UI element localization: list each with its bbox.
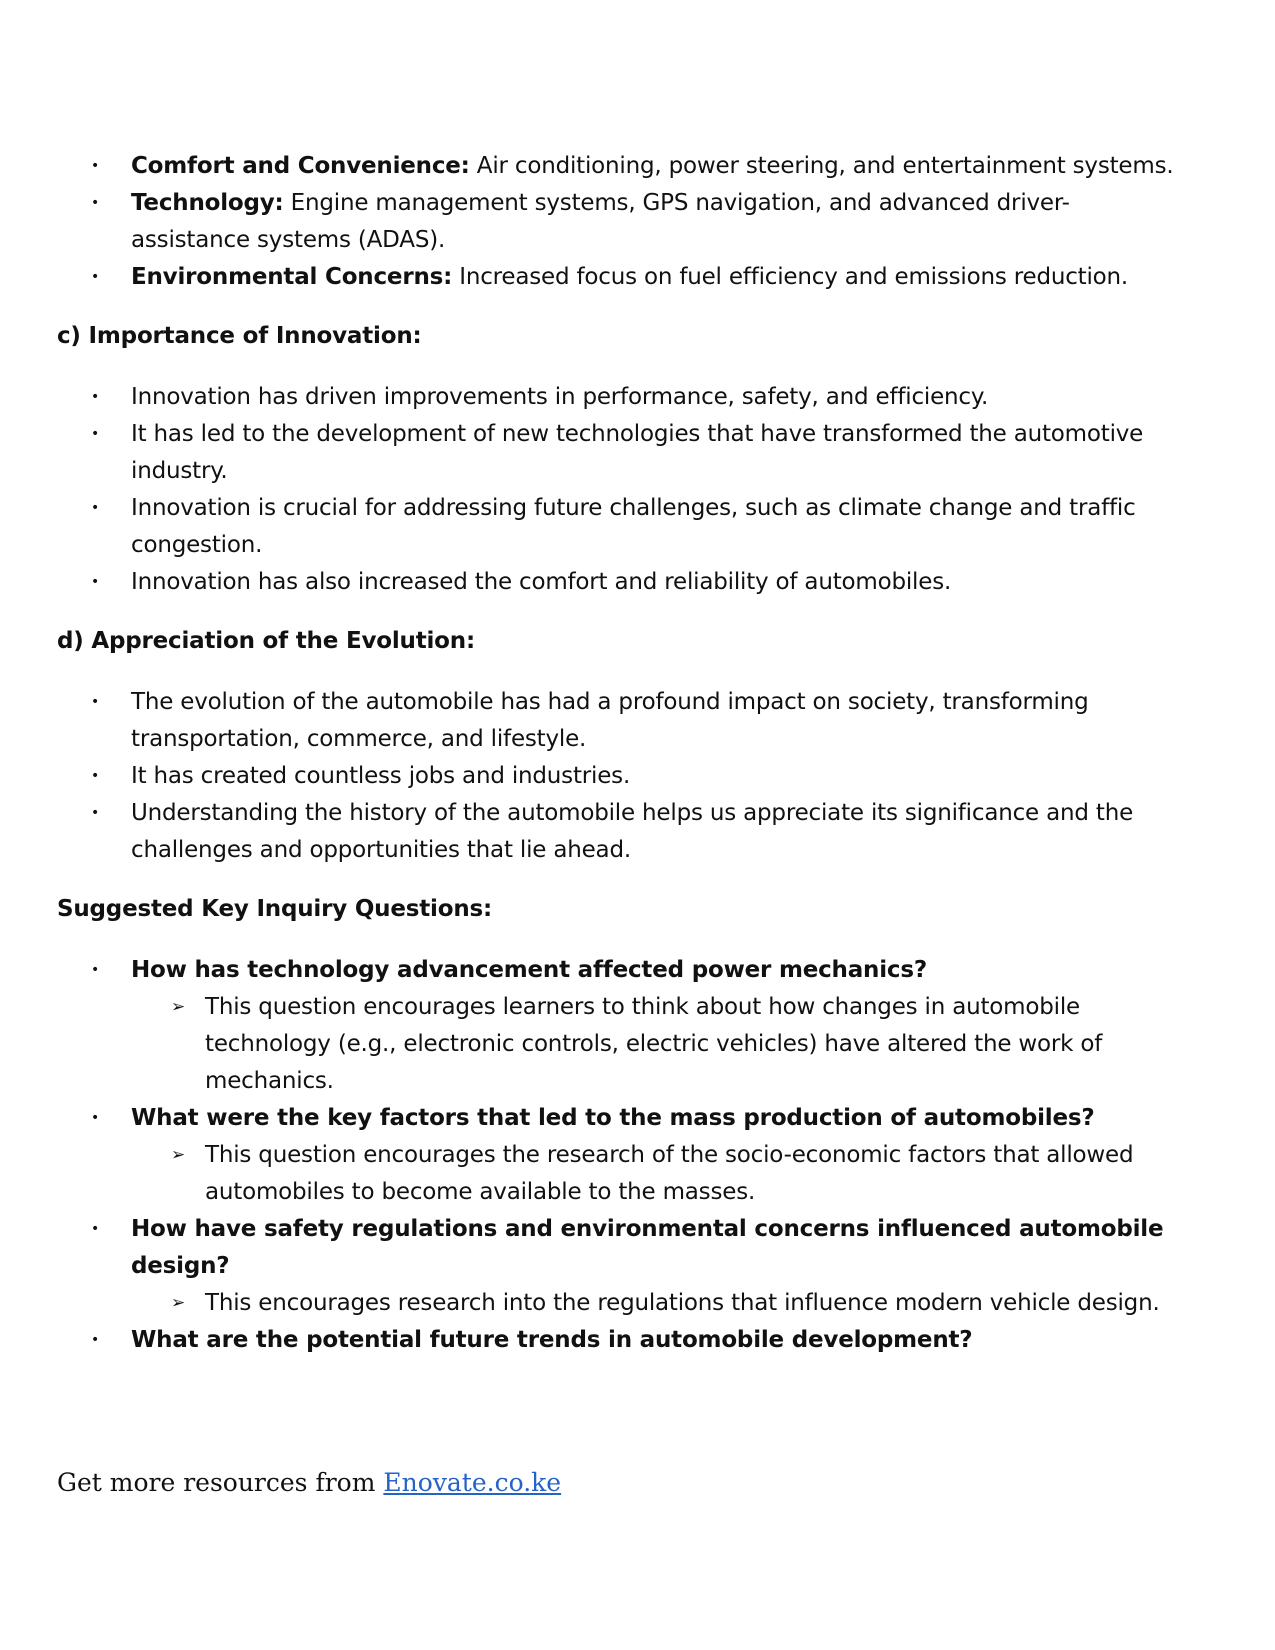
note-item [131,1285,1177,1322]
item-text: It has created countless jobs and industries. [131,763,631,789]
item-text: Air conditioning, power steering, and entertainment systems. [469,153,1174,179]
bullet-icon: • [91,195,100,211]
question-item [57,952,1177,1100]
list-item [57,490,1177,564]
item-term: Environmental Concerns: [131,264,453,290]
note-item [131,989,1177,1100]
bullet-icon: • [91,1221,100,1237]
bullet-icon: • [91,426,100,442]
section-c-heading: c) Importance of Innovation: [57,323,422,349]
list-item [57,379,1177,416]
item-text: Engine management systems, GPS navigation, and advanced driver-assistance systems (ADAS). [131,190,1070,253]
bullet-icon: • [91,500,100,516]
document-body [57,148,1177,1359]
question-text: What were the key factors that led to the mass production of automobiles? [131,1105,1095,1131]
item-term: Technology: [131,190,284,216]
arrow-bullet-icon: ➢ [171,1145,186,1165]
note-item [131,1137,1177,1211]
question-notes [131,1137,1177,1211]
list-item [57,758,1177,795]
item-text: Innovation is crucial for addressing future challenges, such as climate change and traffic congestion. [131,495,1136,558]
bullet-icon: • [91,574,100,590]
bullet-icon: • [91,158,100,174]
list-item [57,564,1177,601]
question-item [57,1322,1177,1359]
item-term: Comfort and Convenience: [131,153,470,179]
note-text: This question encourages learners to think about how changes in automobile technology (e.g., electronic controls, electric vehicles) have altered the work of mechanics. [205,994,1103,1094]
list-item [57,795,1177,869]
list-item [57,416,1177,490]
footer-link[interactable]: Enovate.co.ke [383,1468,562,1497]
question-text: What are the potential future trends in automobile development? [131,1327,973,1353]
section-d-list [57,684,1177,869]
bullet-icon: • [91,1110,100,1126]
bullet-icon: • [91,768,100,784]
question-item [57,1211,1177,1322]
bullet-icon: • [91,269,100,285]
list-item [57,148,1177,185]
question-notes [131,1285,1177,1322]
bullet-icon: • [91,694,100,710]
bullet-icon: • [91,1332,100,1348]
note-text: This encourages research into the regulations that influence modern vehicle design. [205,1290,1160,1316]
section-b-list [57,148,1177,296]
arrow-bullet-icon: ➢ [171,1293,186,1313]
section-d-heading: d) Appreciation of the Evolution: [57,628,475,654]
bullet-icon: • [91,389,100,405]
question-item [57,1100,1177,1211]
footer [57,1466,561,1500]
questions-list [57,952,1177,1359]
list-item [57,684,1177,758]
note-text: This question encourages the research of the socio-economic factors that allowed automobiles to become available to the masses. [205,1142,1134,1205]
footer-text: Get more resources from [57,1468,384,1497]
questions-heading: Suggested Key Inquiry Questions: [57,896,492,922]
list-item [57,259,1177,296]
bullet-icon: • [91,962,100,978]
item-text: It has led to the development of new technologies that have transformed the automotive industry. [131,421,1144,484]
list-item [57,185,1177,259]
item-text: Innovation has driven improvements in performance, safety, and efficiency. [131,384,989,410]
question-text: How has technology advancement affected power mechanics? [131,957,927,983]
bullet-icon: • [91,805,100,821]
item-text: Increased focus on fuel efficiency and emissions reduction. [452,264,1129,290]
question-notes [131,989,1177,1100]
item-text: The evolution of the automobile has had a profound impact on society, transforming transportation, commerce, and lifestyle. [131,689,1089,752]
item-text: Understanding the history of the automobile helps us appreciate its significance and the challenges and opportunities that lie ahead. [131,800,1134,863]
question-text: How have safety regulations and environmental concerns influenced automobile design? [131,1216,1164,1279]
arrow-bullet-icon: ➢ [171,997,186,1017]
item-text: Innovation has also increased the comfort and reliability of automobiles. [131,569,952,595]
section-c-list [57,379,1177,601]
